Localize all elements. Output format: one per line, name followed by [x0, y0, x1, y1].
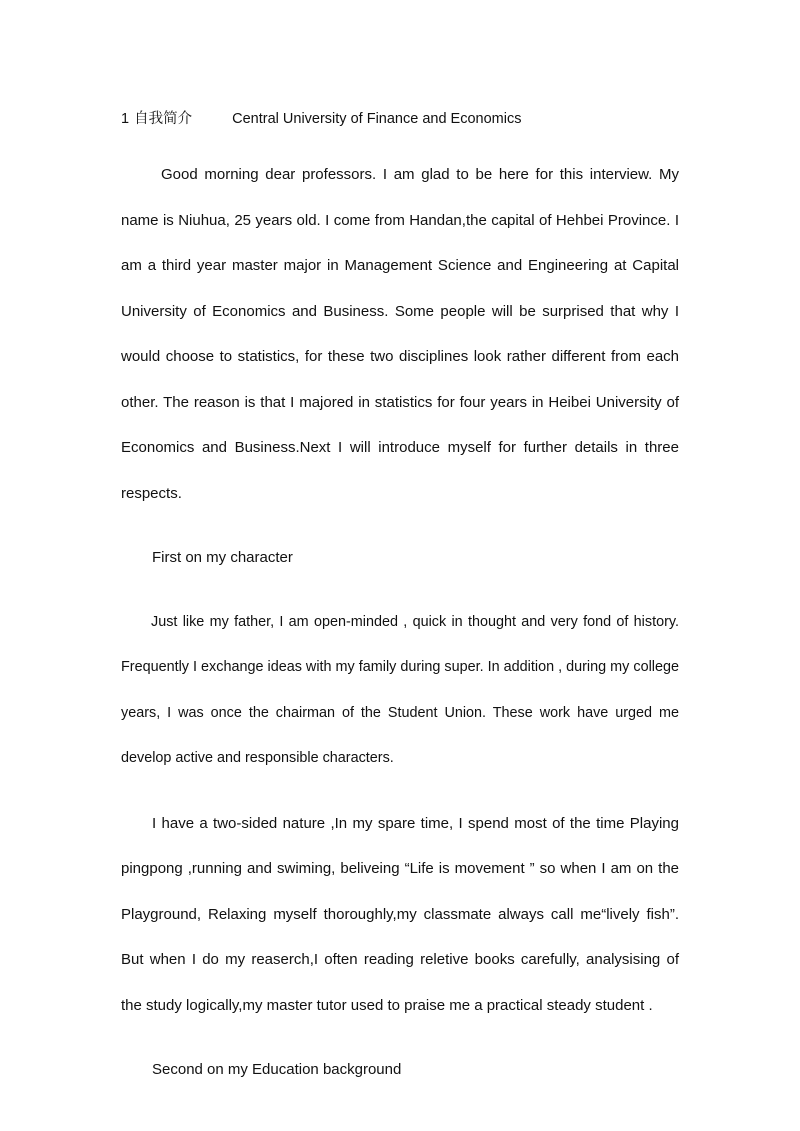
section-number: 1	[121, 111, 130, 127]
intro-paragraph: Good morning dear professors. I am glad to be here for this interview. My name is Niuhua, 25 years old. I come from Handan,the capital of Hehbei Province. I am a third year master major in Management Science and Engineering at Capital University of Economics and Business. Some people will be surprised that why I would choose to statistics, for these two disciplines look rather different from each other. The reason is that I majored in statistics for four years in Heibei University of Economics and Business.Next I will introduce myself for further details in three respects.	[121, 166, 679, 502]
heading-education: Second on my Education background	[152, 1061, 402, 1078]
document-body	[121, 152, 679, 1112]
two-sided-paragraph: I have a two-sided nature ,In my spare time, I spend most of the time Playing pingpong ,running and swiming, beliveing “Life is movement ” so when I am on the Playground, Relaxing myself thoroughly,my classmate always call me“lively fish”. But when I do my reaserch,I often reading reletive books carefully, analysising of the study logically,my master tutor used to praise me a practical steady student .	[121, 814, 679, 1014]
character-paragraph: Just like my father, I am open-minded , quick in thought and very fond of history. Frequently I exchange ideas with my family during super. In addition , during my college years, I was once the chairman of the Student Union. These work have urged me develop active and responsible characters.	[121, 613, 679, 766]
page-header	[121, 109, 521, 129]
university-name: Central University of Finance and Economics	[232, 111, 522, 127]
chinese-title: 自我简介	[134, 111, 193, 127]
heading-character: First on my character	[152, 549, 293, 566]
